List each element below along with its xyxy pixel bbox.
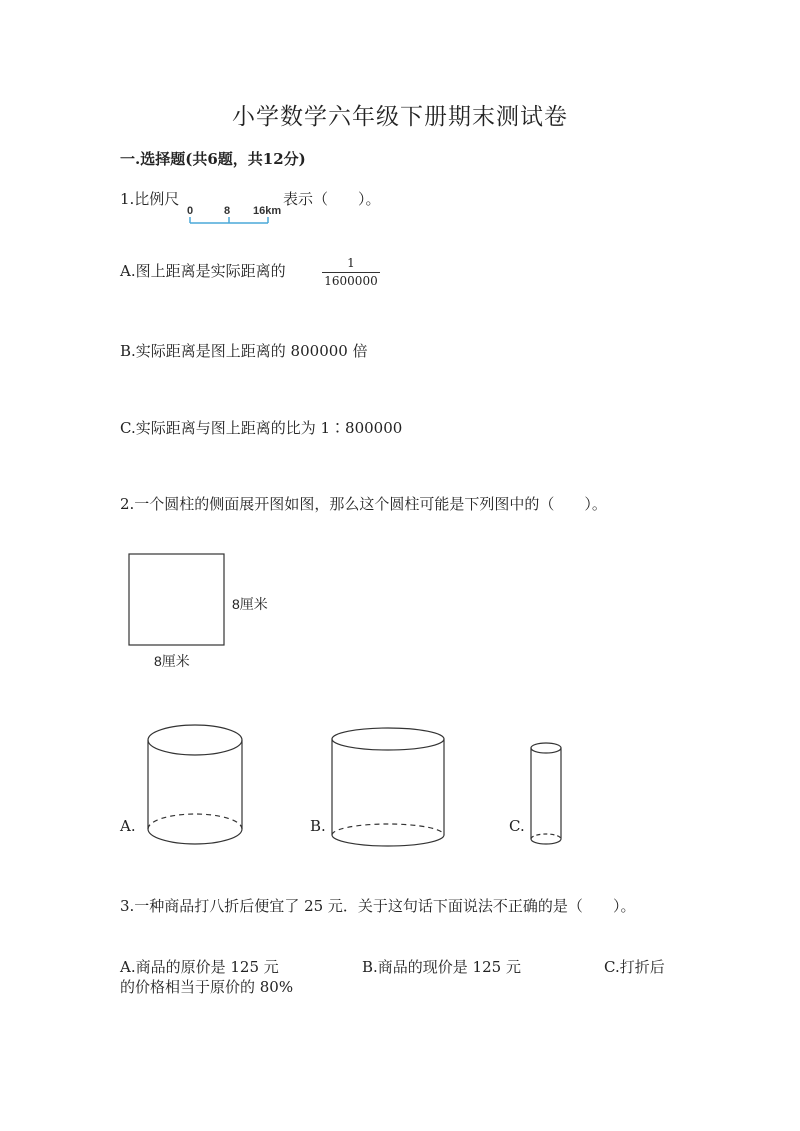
q2-option-c-label: C.	[509, 817, 525, 835]
q3-option-b: B.商品的现价是 125 元	[362, 958, 521, 976]
question-3-stem: 3.一种商品打八折后便宜了 25 元．关于这句话下面说法不正确的是（ ）。	[120, 897, 636, 915]
q1-option-b: B.实际距离是图上距离的 800000 倍	[120, 342, 368, 360]
question-1-suffix: 表示（ ）。	[283, 190, 381, 208]
cylinder-c	[528, 739, 566, 849]
cylinder-a	[145, 722, 247, 848]
page-title: 小学数学六年级下册期末测试卷	[232, 104, 568, 130]
q3-option-c-continued: 的价格相当于原价的 80%	[120, 978, 294, 996]
q1-option-a-fraction	[322, 256, 380, 289]
q2-option-b-label: B.	[310, 817, 326, 835]
fraction-denominator: 1600000	[324, 274, 378, 288]
cylinder-b	[329, 726, 449, 850]
q3-option-c: C.打折后	[604, 958, 665, 976]
section-heading: 一.选择题(共6题，共12分)	[120, 150, 306, 168]
scale-label-0: 0	[187, 205, 194, 217]
scale-label-16km: 16km	[253, 205, 282, 217]
fraction-bar	[322, 272, 380, 273]
square-side-label: 8厘米	[232, 596, 268, 612]
question-1-prefix: 1.比例尺	[120, 190, 180, 208]
fraction-numerator: 1	[347, 256, 355, 270]
q2-option-a-label: A.	[120, 817, 136, 835]
q1-option-c: C.实际距离与图上距离的比为 1∶800000	[120, 419, 403, 437]
square-bottom-label: 8厘米	[154, 653, 190, 669]
scale-label-8: 8	[224, 205, 231, 217]
unfolded-square	[125, 550, 230, 650]
question-2-stem: 2.一个圆柱的侧面展开图如图，那么这个圆柱可能是下列图中的（ ）。	[120, 495, 607, 513]
q3-option-a: A.商品的原价是 125 元	[120, 958, 279, 976]
scale-bar	[186, 199, 282, 225]
q1-option-a: A.图上距离是实际距离的	[120, 262, 286, 280]
